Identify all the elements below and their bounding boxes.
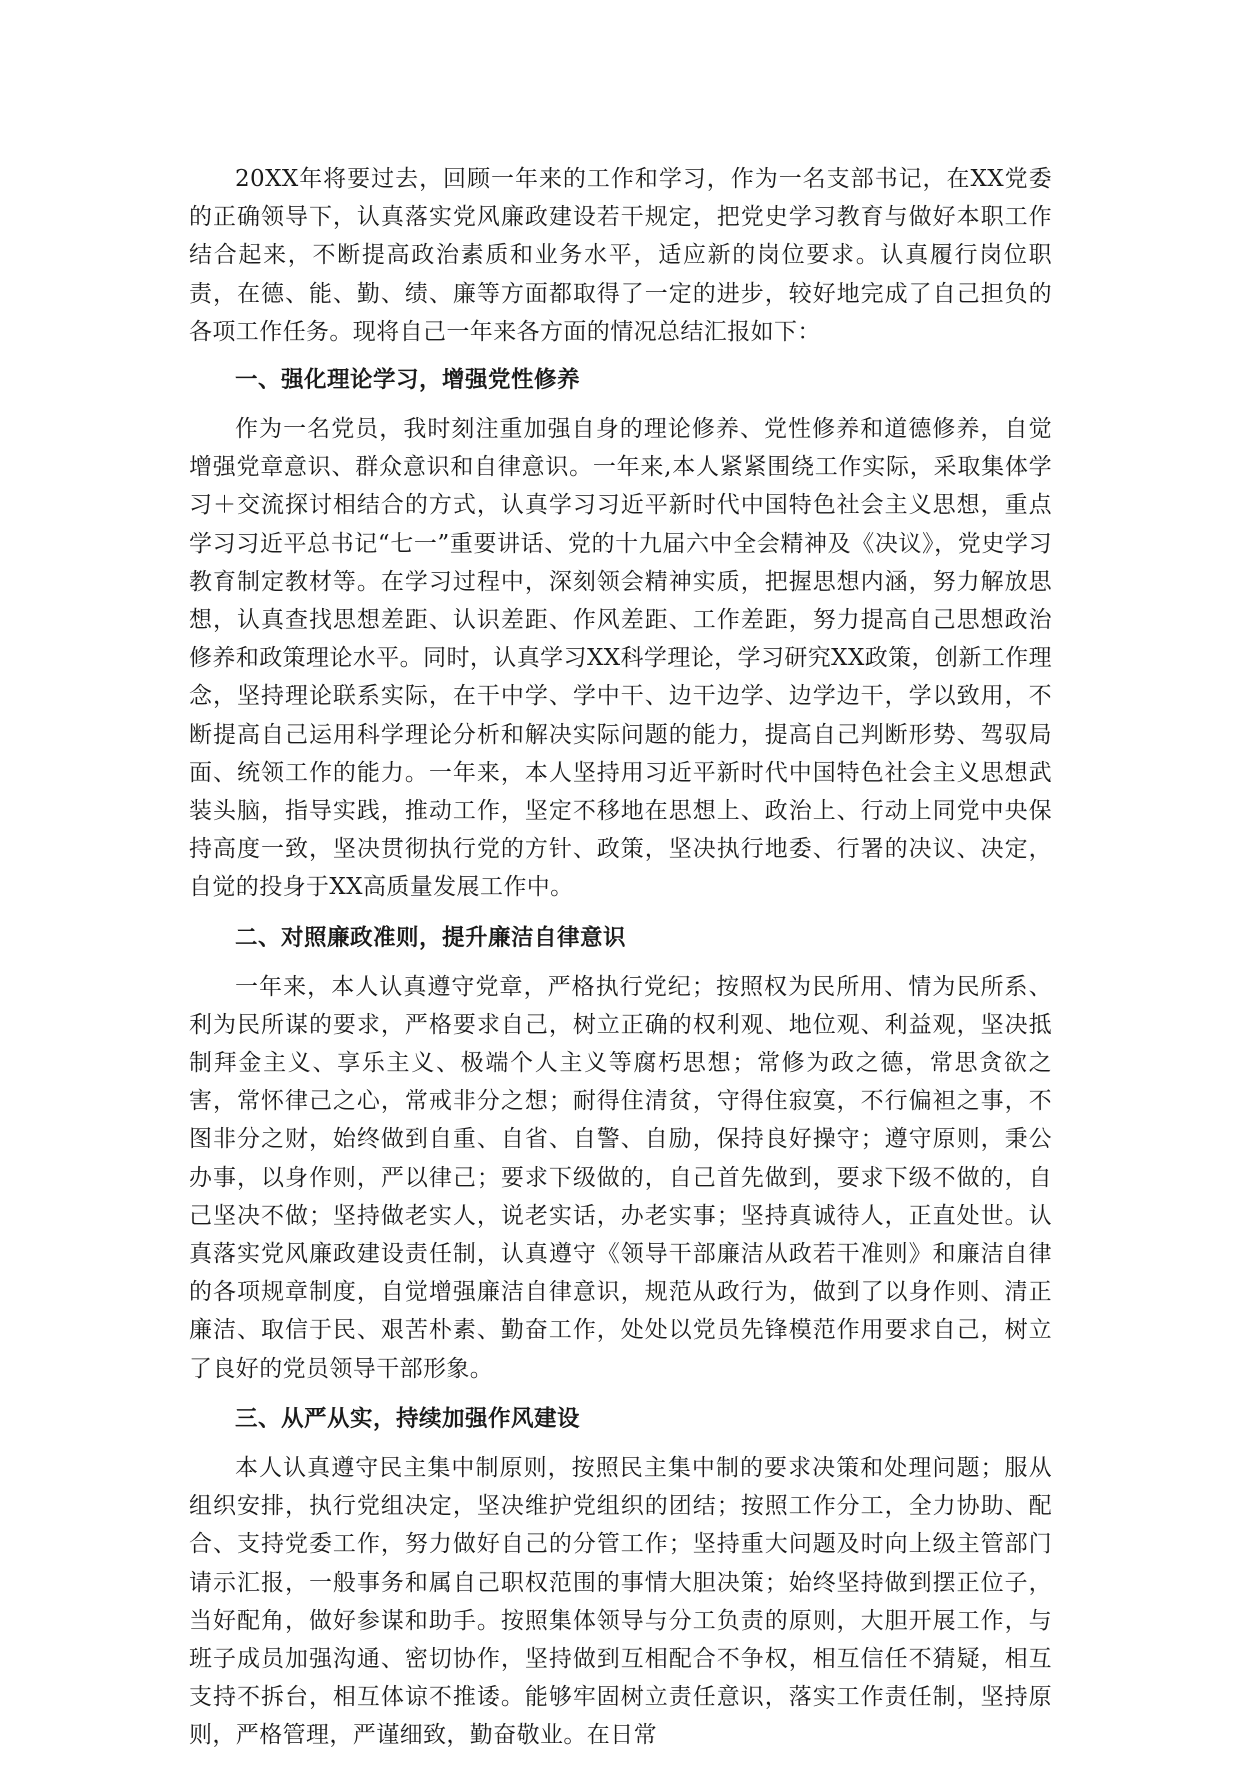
section-1-body: 作为一名党员，我时刻注重加强自身的理论修养、党性修养和道德修养，自觉增强党章意识、群众意识和自律意识。一年来,本人紧紧围绕工作实际，采取集体学习＋交流探讨相结合的方式，认真学习习近平新时代中国特色社会主义思想，重点学习习近平总书记“七一”重要讲话、党的十九届六中全会精神及《决议》，党史学习教育制定教材等。在学习过程中，深刻领会精神实质，把握思想内涵，努力解放思想，认真查找思想差距、认识差距、作风差距、工作差距，努力提高自己思想政治修养和政策理论水平。同时，认真学习XX科学理论，学习研究XX政策，创新工作理念，坚持理论联系实际，在干中学、学中干、边干边学、边学边干，学以致用，不断提高自己运用科学理论分析和解决实际问题的能力，提高自己判断形势、驾驭局面、统领工作的能力。一年来，本人坚持用习近平新时代中国特色社会主义思想武装头脑，指导实践，推动工作，坚定不移地在思想上、政治上、行动上同党中央保持高度一致，坚决贯彻执行党的方针、政策，坚决执行地委、行署的决议、决定，自觉的投身于XX高质量发展工作中。 bbox=[189, 416, 1052, 901]
section-2-body: 一年来，本人认真遵守党章，严格执行党纪；按照权为民所用、情为民所系、利为民所谋的要求，严格要求自己，树立正确的权利观、地位观、利益观，坚决抵制拜金主义、享乐主义、极端个人主义等腐朽思想；常修为政之德，常思贪欲之害，常怀律己之心，常戒非分之想；耐得住清贫，守得住寂寞，不行偏袒之事，不图非分之财，始终做到自重、自省、自警、自励，保持良好操守；遵守原则，秉公办事，以身作则，严以律己；要求下级做的，自己首先做到，要求下级不做的，自己坚决不做；坚持做老实人，说老实话，办老实事；坚持真诚待人，正直处世。认真落实党风廉政建设责任制，认真遵守《领导干部廉洁从政若干准则》和廉洁自律的各项规章制度，自觉增强廉洁自律意识，规范从政行为，做到了以身作则、清正廉洁、取信于民、艰苦朴素、勤奋工作，处处以党员先锋模范作用要求自己，树立了良好的党员领导干部形象。 bbox=[189, 973, 1052, 1382]
section-2-heading: 二、对照廉政准则，提升廉洁自律意识 bbox=[235, 924, 627, 951]
section-3-body: 本人认真遵守民主集中制原则，按照民主集中制的要求决策和处理问题；服从组织安排，执行党组决定，坚决维护党组织的团结；按照工作分工，全力协助、配合、支持党委工作，努力做好自己的分管工作；坚持重大问题及时向上级主管部门请示汇报，一般事务和属自己职权范围的事情大胆决策；始终坚持做到摆正位子，当好配角，做好参谋和助手。按照集体领导与分工负责的原则，大胆开展工作，与班子成员加强沟通、密切协作，坚持做到互相配合不争权，相互信任不猜疑，相互支持不拆台，相互体谅不推诿。能够牢固树立责任意识，落实工作责任制，坚持原则，严格管理，严谨细致，勤奋敬业。在日常 bbox=[189, 1454, 1052, 1749]
intro-paragraph: 20XX年将要过去，回顾一年来的工作和学习，作为一名支部书记，在XX党委的正确领导下，认真落实党风廉政建设若干规定，把党史学习教育与做好本职工作结合起来，不断提高政治素质和业务水平，适应新的岗位要求。认真履行岗位职责，在德、能、勤、绩、廉等方面都取得了一定的进步，较好地完成了自己担负的各项工作任务。现将自己一年来各方面的情况总结汇报如下： bbox=[189, 166, 1052, 345]
section-1-heading: 一、强化理论学习，增强党性修养 bbox=[235, 367, 581, 394]
document-page bbox=[189, 160, 1052, 1767]
section-3-heading: 三、从严从实，持续加强作风建设 bbox=[235, 1405, 581, 1432]
